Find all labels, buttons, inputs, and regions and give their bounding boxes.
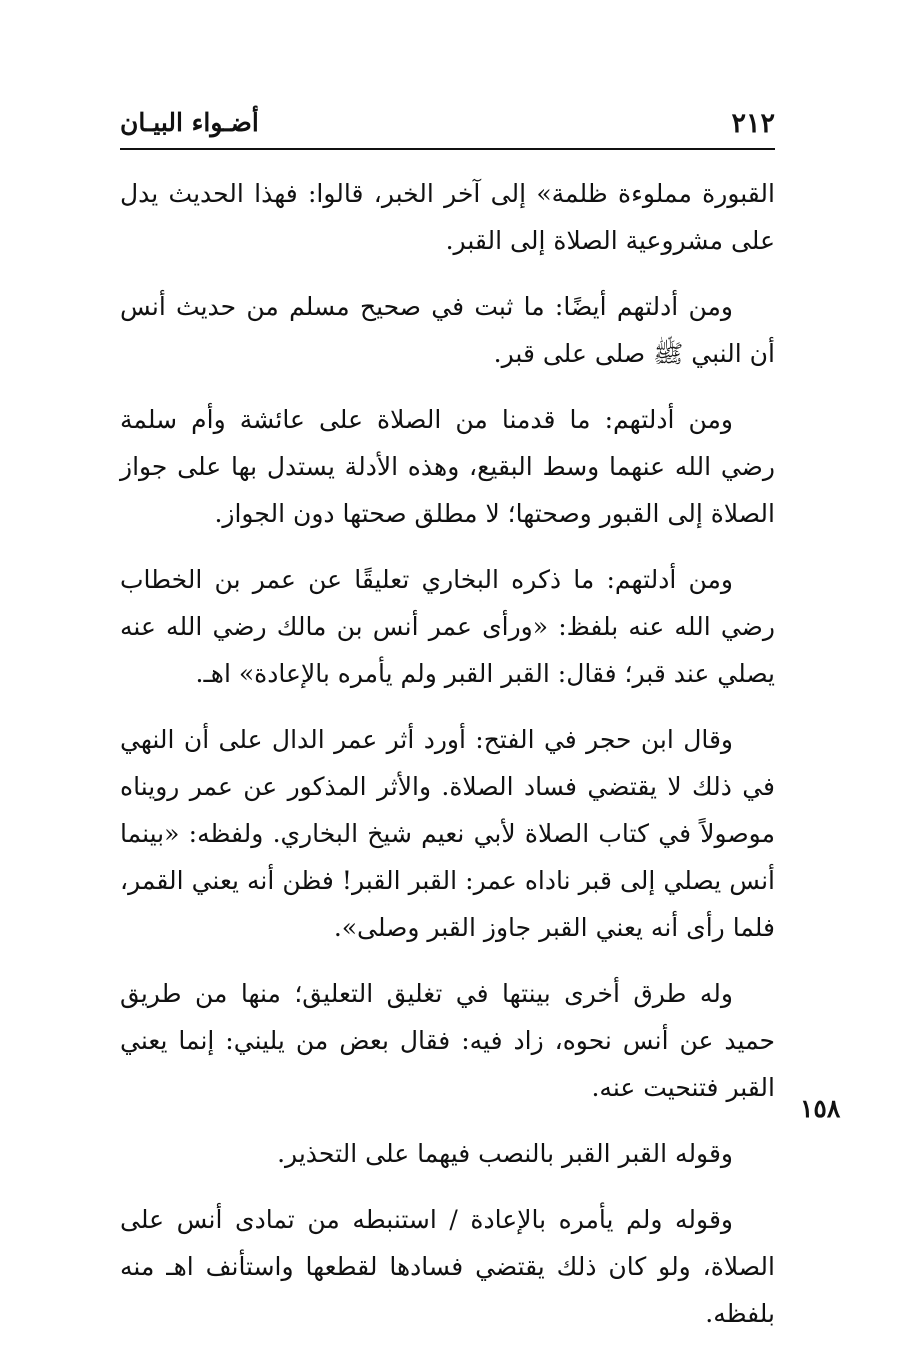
paragraph: وله طرق أخرى بينتها في تغليق التعليق؛ منها من طريق حميد عن أنس نحوه، زاد فيه: فقال بعض من يليني: إنما يعني القبر فتنحيت عنه.	[120, 979, 775, 1102]
page-header	[120, 104, 775, 150]
running-title: أضـواء البيـان	[120, 108, 259, 137]
paragraph: ومن أدلتهم أيضًا: ما ثبت في صحيح مسلم من حديث أنس أن النبي ﷺ صلى على قبر.	[120, 292, 775, 368]
paragraph: وقال ابن حجر في الفتح: أورد أثر عمر الدال على أن النهي في ذلك لا يقتضي فساد الصلاة. والأثر المذكور عن عمر رويناه موصولاً في كتاب الصلاة لأبي نعيم شيخ البخاري. ولفظه: «بينما أنس يصلي إلى قبر ناداه عمر: القبر القبر! فظن أنه يعني القمر، فلما رأى أنه يعني القبر جاوز القبر وصلى».	[120, 725, 775, 942]
paragraph: وقوله ولم يأمره بالإعادة / استنبطه من تمادى أنس على الصلاة، ولو كان ذلك يقتضي فسادها لقطعها واستأنف اهـ منه بلفظه.	[120, 1205, 775, 1328]
paragraph: القبورة مملوءة ظلمة» إلى آخر الخبر، قالوا: فهذا الحديث يدل على مشروعية الصلاة إلى القبر.	[120, 179, 775, 255]
margin-page-reference: ١٥٨	[800, 1094, 841, 1123]
paragraph: ومن أدلتهم: ما قدمنا من الصلاة على عائشة وأم سلمة رضي الله عنهما وسط البقيع، وهذه الأدلة يستدل بها على جواز الصلاة إلى القبور وصحتها؛ لا مطلق صحتها دون الجواز.	[120, 405, 775, 528]
page-number: ٢١٢	[731, 108, 775, 139]
paragraph: ومن أدلتهم: ما ذكره البخاري تعليقًا عن عمر بن الخطاب رضي الله عنه بلفظ: «ورأى عمر أنس بن مالك رضي الله عنه يصلي عند قبر؛ فقال: القبر القبر ولم يأمره بالإعادة» اهـ.	[120, 565, 775, 688]
body-text	[120, 170, 775, 1356]
paragraph: وقوله القبر القبر بالنصب فيهما على التحذير.	[277, 1139, 733, 1168]
